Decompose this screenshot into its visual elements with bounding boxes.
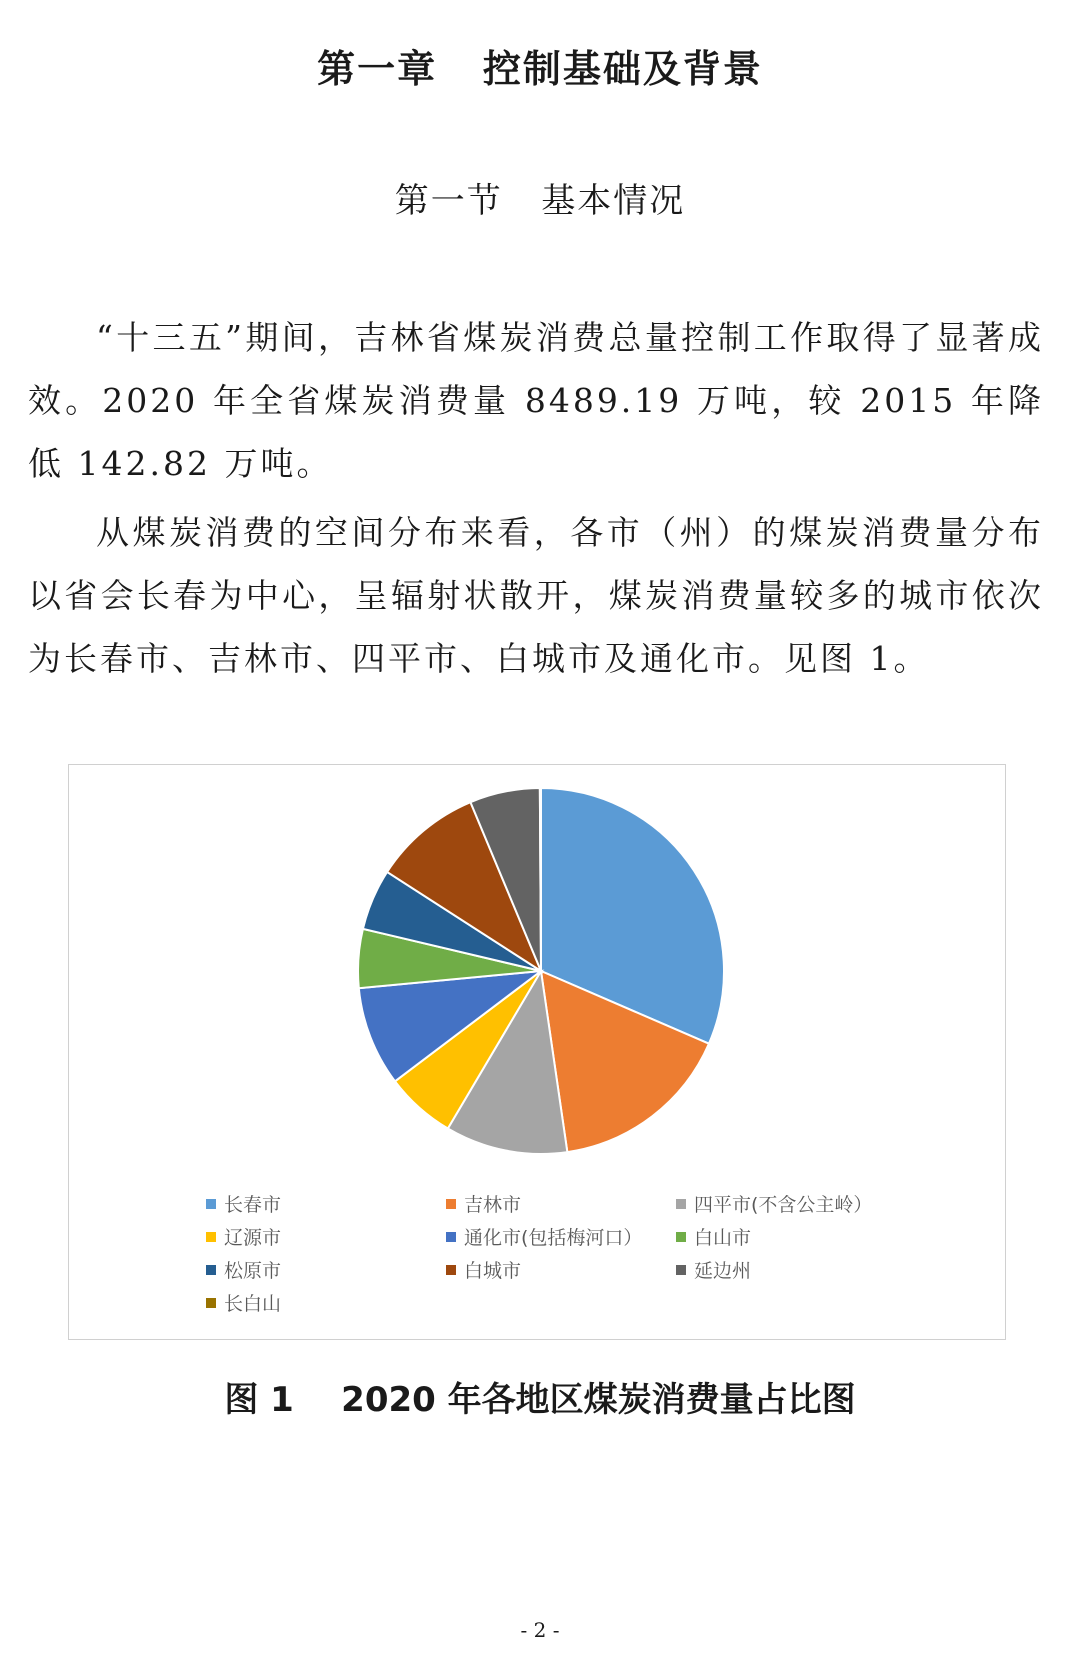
- legend-label: 白山市: [694, 1227, 752, 1249]
- page-number: - 2 -: [520, 1618, 560, 1642]
- legend-swatch: [446, 1265, 456, 1275]
- figure-caption: 图 1 2020 年各地区煤炭消费量占比图: [224, 1380, 856, 1420]
- legend-label: 通化市(包括梅河口）: [464, 1227, 643, 1249]
- legend-item-2: [446, 1192, 521, 1218]
- pie-chart: [69, 765, 1005, 1185]
- legend-swatch: [446, 1199, 456, 1209]
- legend-swatch: [206, 1232, 216, 1242]
- legend-label: 辽源市: [224, 1227, 282, 1249]
- legend-item-10: [206, 1291, 281, 1317]
- legend-item-3: [676, 1192, 872, 1218]
- legend-label: 白城市: [464, 1260, 522, 1282]
- legend-swatch: [446, 1232, 456, 1242]
- chapter-title: 第一章 控制基础及背景: [317, 47, 763, 91]
- legend-label: 吉林市: [464, 1194, 522, 1216]
- section-title: 第一节 基本情况: [394, 181, 686, 221]
- legend-swatch: [206, 1265, 216, 1275]
- legend-item-1: [206, 1192, 281, 1218]
- pie-chart-frame: [68, 764, 1006, 1340]
- legend-swatch: [676, 1265, 686, 1275]
- paragraph-2: 从煤炭消费的空间分布来看，各市（州）的煤炭消费量分布以省会长春为中心，呈辐射状散开，煤炭消费量较多的城市依次为长春市、吉林市、四平市、白城市及通化市。见图 1。: [28, 513, 1044, 678]
- legend-swatch: [676, 1199, 686, 1209]
- legend-label: 松原市: [224, 1260, 282, 1282]
- legend-label: 延边州: [694, 1260, 752, 1282]
- legend-swatch: [206, 1199, 216, 1209]
- legend-swatch: [676, 1232, 686, 1242]
- pie-slice-10: [540, 788, 541, 971]
- paragraph-1: “十三五”期间，吉林省煤炭消费总量控制工作取得了显著成效。2020 年全省煤炭消费量 8489.19 万吨，较 2015 年降低 142.82 万吨。: [28, 318, 1044, 483]
- legend-label: 长白山: [224, 1293, 282, 1315]
- legend-item-7: [206, 1258, 281, 1284]
- legend-item-4: [206, 1225, 281, 1251]
- legend-swatch: [206, 1298, 216, 1308]
- legend-label: 长春市: [224, 1194, 282, 1216]
- legend-item-5: [446, 1225, 642, 1251]
- legend-item-8: [446, 1258, 521, 1284]
- legend-label: 四平市(不含公主岭）: [694, 1194, 873, 1216]
- legend-item-6: [676, 1225, 751, 1251]
- legend-item-9: [676, 1258, 751, 1284]
